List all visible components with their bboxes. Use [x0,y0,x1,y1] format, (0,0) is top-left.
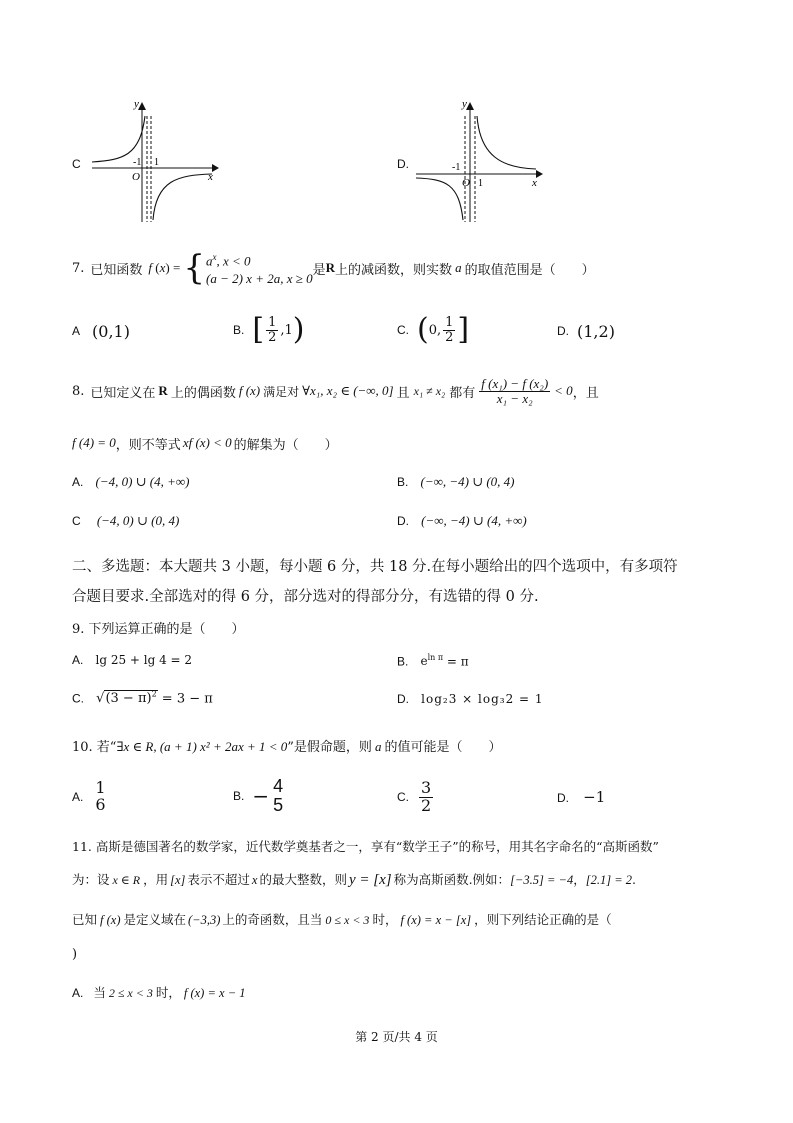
x-axis-label: x [532,177,537,189]
q7-option-c[interactable]: C. ( 0, $\frac{1}{2}$ ] [397,312,470,347]
tick-neg1: -1 [133,157,142,168]
q8-option-c[interactable]: C (−4, 0) ∪ (0, 4) [72,513,180,528]
graph-option-c [88,98,223,226]
q7-number: 7. [72,260,85,276]
question-7: 7. 已知函数 f (x) = { $a^x$, x < 0 (a − 2) x + 2a, x ≥ 0 是 R 上的减函数，则实数 a 的取值范围是（ ） [72,248,595,288]
option-d-label: D. [397,157,409,171]
q7-option-b[interactable]: B. [ $\frac{1}{2}$ ,1 ) [233,312,305,347]
origin-label: O [462,177,470,189]
q8-option-d[interactable]: D. (−∞, −4) ∪ (4, +∞) [397,513,527,528]
q8-option-b[interactable]: B. (−∞, −4) ∪ (0, 4) [397,474,515,489]
section-2-line2: 合题目要求.全部选对的得 6 分，部分选对的得部分分，有选错的得 0 分. [72,589,539,605]
graph-option-d [412,98,547,226]
y-axis-label: y [134,98,139,110]
y-axis-label: y [462,98,467,110]
question-8-line2: f (4) = 0 ，则不等式 xf (x) < 0 的解集为（ ） [72,435,338,453]
question-11-line4: ) [72,947,78,962]
q7-option-d[interactable]: D. (1,2) [557,321,615,341]
q9-option-b[interactable]: B. $e^{ln \pi} = \pi$ [397,653,469,669]
section-2-line1: 二、多选题：本大题共 3 小题，每小题 6 分，共 18 分.在每小题给出的四个选项中，有多项符 [72,559,678,575]
origin-label: O [132,171,140,183]
question-10: 10. 若“∃x ∈ R, (a + 1) x² + 2ax + 1 < 0”是假命题，则 a 的值可能是（ ） [72,739,502,755]
question-11-line3: 已知 f (x) 是定义域在 (−3,3) 上的奇函数，且当 0 ≤ x < 3 时， f (x) = x − [x] ，则下列结论正确的是（ [72,912,612,927]
page-footer: 第 2 页/共 4 页 [355,1030,438,1044]
question-9: 9. 下列运算正确的是（ ） [72,622,245,637]
q7-text: 已知函数 [90,262,143,278]
q7-option-a-value: (0,1) [92,321,130,341]
q7-piecewise: $a^x$, x < 0 (a − 2) x + 2a, x ≥ 0 [206,251,313,287]
tick-neg1: -1 [452,162,461,173]
q10-option-d[interactable]: D. −1 [557,788,606,806]
x-axis-label: x [208,171,213,183]
q7-option-d-value: (1,2) [577,321,615,341]
option-c-label: C [72,157,81,171]
question-11-line2: 为：设 x ∈ R ，用 [x] 表示不超过 x 的最大整数，则 y = [x] 称为高斯函数.例如：[−3.5] = −4，[2.1] = 2. [72,872,637,888]
q10-option-c[interactable]: C. $\frac{3}{2}$ [397,777,432,815]
question-8: 8. 已知定义在 R 上的偶函数 f (x) 满足对 ∀x₁, x₂ ∈ (−∞, 0] 且 x₁ ≠ x₂ 都有 $\frac{\text{f (x₁) − f (x₂)}}{\text{x₁ − x₂}}$ < 0 ，且 [72,375,599,406]
q8-option-a[interactable]: A. (−4, 0) ∪ (4, +∞) [72,474,190,489]
question-11-line1: 11. 高斯是德国著名的数学家，近代数学奠基者之一，享有“数学王子”的称号，用其名字命名的“高斯函数” [72,839,659,854]
q9-option-a[interactable]: A. lg 25 + lg 4 = 2 [72,653,193,667]
tick-1: 1 [154,157,159,168]
q11-option-a[interactable]: A. 当 2 ≤ x < 3 时， f (x) = x − 1 [72,985,246,1000]
tick-1: 1 [478,178,483,189]
q9-option-d[interactable]: D. log₂3 × log₃2 = 1 [397,692,544,706]
q7-option-a[interactable]: A (0,1) [72,321,130,341]
q9-option-c[interactable]: C. $√(3 - \pi)^2 = 3 - \pi$ [72,690,213,707]
q10-option-a[interactable]: A. 1 6 [72,778,106,814]
q10-option-b[interactable]: B. − 4 5 [233,776,284,815]
